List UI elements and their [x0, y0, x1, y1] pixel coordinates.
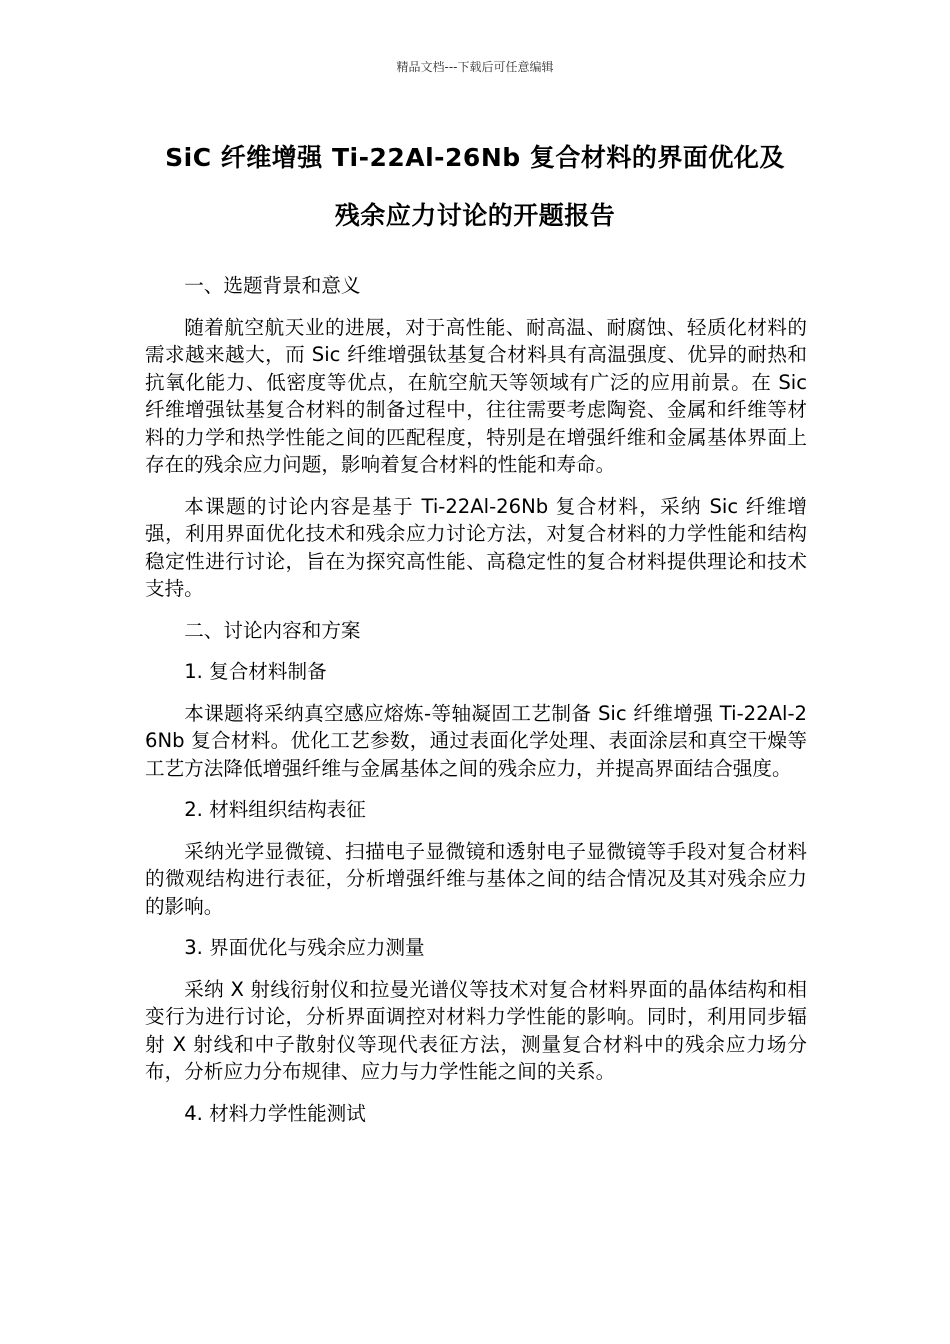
section-heading-1: 一、选题背景和意义 — [184, 274, 361, 297]
subsection-text-1: 本课题将采纳真空感应熔炼-等轴凝固工艺制备 Sic 纤维增强 Ti-22Al-26Nb 复合材料。优化工艺参数，通过表面化学处理、表面涂层和真空干燥等工艺方法降低增强纤维与金属基体之间的残余应力，并提高界面结合强度。 — [145, 701, 807, 780]
header-note: 精品文档---下载后可任意编辑 — [396, 60, 554, 74]
document-title-line-1: SiC 纤维增强 Ti-22Al-26Nb 复合材料的界面优化及 — [165, 143, 785, 172]
section-heading-2: 二、讨论内容和方案 — [184, 618, 361, 642]
document-title-line-2: 残余应力讨论的开题报告 — [334, 201, 616, 230]
subsection-heading-2: 2. 材料组织结构表征 — [184, 798, 366, 821]
subsection-heading-3: 3. 界面优化与残余应力测量 — [184, 936, 425, 959]
document-body — [145, 272, 807, 1141]
paragraph-background: 随着航空航天业的进展，对于高性能、耐高温、耐腐蚀、轻质化材料的需求越来越大，而 Sic 纤维增强钛基复合材料具有高温强度、优异的耐热和抗氧化能力、低密度等优点，在航空航天等领域有广泛的应用前景。在 Sic 纤维增强钛基复合材料的制备过程中，往往需要考虑陶瓷、金属和纤维等材料的力学和热学性能之间的匹配程度，特别是在增强纤维和金属基体界面上存在的残余应力问题，影响着复合材料的性能和寿命。 — [145, 315, 807, 476]
subsection-heading-1: 1. 复合材料制备 — [184, 660, 327, 683]
subsection-heading-4: 4. 材料力学性能测试 — [184, 1101, 366, 1125]
paragraph-research-content: 本课题的讨论内容是基于 Ti-22Al-26Nb 复合材料，采纳 Sic 纤维增强，利用界面优化技术和残余应力讨论方法，对复合材料的力学性能和结构稳定性进行讨论，旨在为探究高性能、高稳定性的复合材料提供理论和技术支持。 — [145, 494, 807, 600]
subsection-text-2: 采纳光学显微镜、扫描电子显微镜和透射电子显微镜等手段对复合材料的微观结构进行表征，分析增强纤维与基体之间的结合情况及其对残余应力的影响。 — [145, 839, 807, 918]
subsection-text-3: 采纳 X 射线衍射仪和拉曼光谱仪等技术对复合材料界面的晶体结构和相变行为进行讨论，分析界面调控对材料力学性能的影响。同时，利用同步辐射 X 射线和中子散射仪等现代表征方法，测量复合材料中的残余应力场分布，分析应力分布规律、应力与力学性能之间的关系。 — [145, 977, 807, 1083]
